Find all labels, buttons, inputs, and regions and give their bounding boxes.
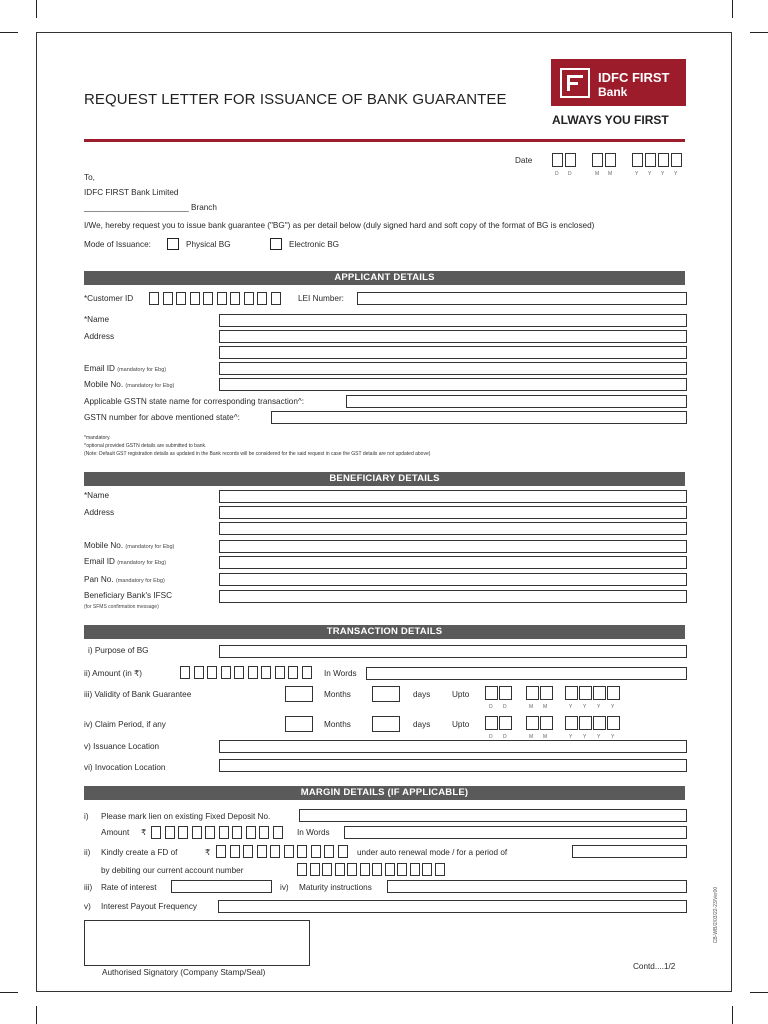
validity-upto-date[interactable]: D D M M Y Y Y Y [485,686,685,710]
claim-upto-label: Upto [452,720,470,729]
claim-months-label: Months [324,720,351,729]
note-mandatory: *mandatory. [84,435,111,441]
crop-mark [732,1006,733,1024]
idfc-logo-icon [560,68,590,98]
rupee-icon: ₹ [205,848,211,857]
customer-id-cells[interactable] [149,292,285,306]
bank-name: IDFC FIRST Bank Limited [84,188,179,197]
date-hint: Y [635,171,639,177]
crop-mark [750,992,768,993]
crop-mark [0,992,18,993]
claim-days-input[interactable] [372,716,400,732]
gstn-number-input[interactable] [271,411,687,424]
date-hint: Y [648,171,652,177]
request-text: I/We, hereby request you to issue bank guarantee ("BG") as per detail below (duly signed hard and soft copy of the format of BG is enclosed) [84,221,595,230]
rupee-icon: ₹ [141,828,147,837]
interest-payout-input[interactable] [218,900,687,913]
date-d2[interactable] [565,153,576,167]
margin-v-text: Interest Payout Frequency [101,902,198,911]
date-label: Date [515,156,533,165]
brand-name: IDFC FIRST [598,70,670,85]
invocation-location-label: vi) Invocation Location [84,763,166,772]
rate-of-interest-input[interactable] [171,880,272,893]
date-y4[interactable] [671,153,682,167]
beneficiary-email-input[interactable] [219,556,687,569]
amount-label: ii) Amount (in ₹) [84,669,142,678]
brand-bank: Bank [598,85,628,99]
claim-upto-date[interactable]: D D M M Y Y Y Y [485,716,685,740]
physical-bg-checkbox[interactable] [167,238,179,250]
date-m2[interactable] [605,153,616,167]
margin-ii-debit: by debiting our current account number [101,866,244,875]
purpose-label: i) Purpose of BG [88,646,149,655]
crop-mark [732,0,733,18]
validity-months-label: Months [324,690,351,699]
fd-amount-cells[interactable] [216,845,350,859]
date-hint: Y [674,171,678,177]
note-default-gst: (Note: Default GST registration details as updated in the Bank records will be considered for the said request in case the GST details are not updated above) [84,451,431,457]
fd-period-input[interactable] [572,845,687,858]
date-hint: M [608,171,613,177]
beneficiary-pan-label: Pan No. (mandatory for Ebg) [84,575,165,584]
margin-i-num: i) [84,812,89,821]
margin-amount-cells[interactable] [151,826,285,840]
date-hint: M [595,171,600,177]
beneficiary-mobile-label: Mobile No. (mandatory for Ebg) [84,541,175,550]
validity-months-input[interactable] [285,686,313,702]
issuance-location-label: v) Issuance Location [84,742,160,751]
date-hint: Y [661,171,665,177]
margin-in-words-input[interactable] [344,826,687,839]
beneficiary-ifsc-note: (for SFMS confirmation message) [84,604,159,610]
validity-days-input[interactable] [372,686,400,702]
applicant-mobile-label: Mobile No. (mandatory for Ebg) [84,380,175,389]
date-hint: D [568,171,572,177]
crop-mark [750,32,768,33]
brand-logo [551,59,686,106]
beneficiary-address-label: Address [84,508,115,517]
gstn-state-label: Applicable GSTN state name for corresponding transaction^: [84,397,305,406]
tagline: ALWAYS YOU FIRST [552,113,669,127]
beneficiary-address-input-2[interactable] [219,522,687,535]
beneficiary-address-input-1[interactable] [219,506,687,519]
date-d1[interactable] [552,153,563,167]
note-optional: ^optional provided GSTN details are submitted to bank. [84,443,207,449]
header-rule [84,139,685,142]
margin-i-text: Please mark lien on existing Fixed Deposit No. [101,812,271,821]
date-y2[interactable] [645,153,656,167]
date-m1[interactable] [592,153,603,167]
applicant-name-label: *Name [84,315,110,324]
applicant-email-label: Email ID (mandatory for Ebg) [84,364,167,373]
branch-line: _______________________ Branch [84,203,217,212]
crop-mark [0,32,18,33]
applicant-email-input[interactable] [219,362,687,375]
physical-bg-label: Physical BG [186,240,231,249]
date-hint: D [555,171,559,177]
beneficiary-ifsc-input[interactable] [219,590,687,603]
margin-iii-num: iii) [84,883,93,892]
beneficiary-ifsc-label: Beneficiary Bank's IFSC [84,591,173,600]
gstn-number-label: GSTN number for above mentioned state^: [84,413,240,422]
margin-v-num: v) [84,902,91,911]
margin-ii-num: ii) [84,848,91,857]
contd-label: Contd....1/2 [633,962,676,971]
purpose-input[interactable] [219,645,687,658]
electronic-bg-checkbox[interactable] [270,238,282,250]
claim-period-label: iv) Claim Period, if any [84,720,166,729]
crop-mark [36,1006,37,1024]
claim-days-label: days [413,720,431,729]
applicant-mobile-input[interactable] [219,378,687,391]
customer-id-label: *Customer ID [84,294,134,303]
margin-amount-label: Amount [101,828,130,837]
transaction-details-heading: TRANSACTION DETAILS [84,625,685,639]
page-title: REQUEST LETTER FOR ISSUANCE OF BANK GUARANTEE [84,91,507,108]
maturity-instructions-input[interactable] [387,880,687,893]
issuance-location-input[interactable] [219,740,687,753]
beneficiary-pan-input[interactable] [219,573,687,586]
invocation-location-input[interactable] [219,759,687,772]
applicant-address-input-1[interactable] [219,330,687,343]
date-y3[interactable] [658,153,669,167]
margin-details-heading: MARGIN DETAILS (IF APPLICABLE) [84,786,685,800]
crop-mark [36,0,37,18]
applicant-address-input-2[interactable] [219,346,687,359]
margin-in-words-label: In Words [297,828,330,837]
lei-input[interactable] [357,292,687,305]
applicant-name-input[interactable] [219,314,687,327]
amount-in-words-label: In Words [324,669,357,678]
margin-iv-text: Maturity instructions [299,883,372,892]
amount-cells[interactable] [180,666,314,680]
amount-in-words-input[interactable] [366,667,687,680]
claim-months-input[interactable] [285,716,313,732]
mode-label: Mode of Issuance: [84,240,151,249]
margin-iii-text: Rate of interest [101,883,157,892]
form-code: CB-WB/2/03/22-23/Ver00 [713,886,719,944]
margin-iv-num: iv) [280,883,289,892]
beneficiary-name-label: *Name [84,491,110,500]
validity-days-label: days [413,690,431,699]
gstn-state-input[interactable] [346,395,687,408]
lei-label: LEI Number: [298,294,344,303]
fd-number-input[interactable] [299,809,687,822]
electronic-bg-label: Electronic BG [289,240,340,249]
beneficiary-email-label: Email ID (mandatory for Ebg) [84,557,167,566]
signatory-label: Authorised Signatory (Company Stamp/Seal) [102,968,266,977]
beneficiary-details-heading: BENEFICIARY DETAILS [84,472,685,486]
beneficiary-mobile-input[interactable] [219,540,687,553]
to-label: To, [84,173,95,182]
margin-ii-text: Kindly create a FD of [101,848,178,857]
signature-box[interactable] [84,920,310,966]
current-account-cells[interactable] [297,863,447,877]
beneficiary-name-input[interactable] [219,490,687,503]
applicant-details-heading: APPLICANT DETAILS [84,271,685,285]
date-y1[interactable] [632,153,643,167]
margin-ii-mode: under auto renewal mode / for a period of [357,848,508,857]
validity-label: iii) Validity of Bank Guarantee [84,690,192,699]
applicant-address-label: Address [84,332,115,341]
validity-upto-label: Upto [452,690,470,699]
